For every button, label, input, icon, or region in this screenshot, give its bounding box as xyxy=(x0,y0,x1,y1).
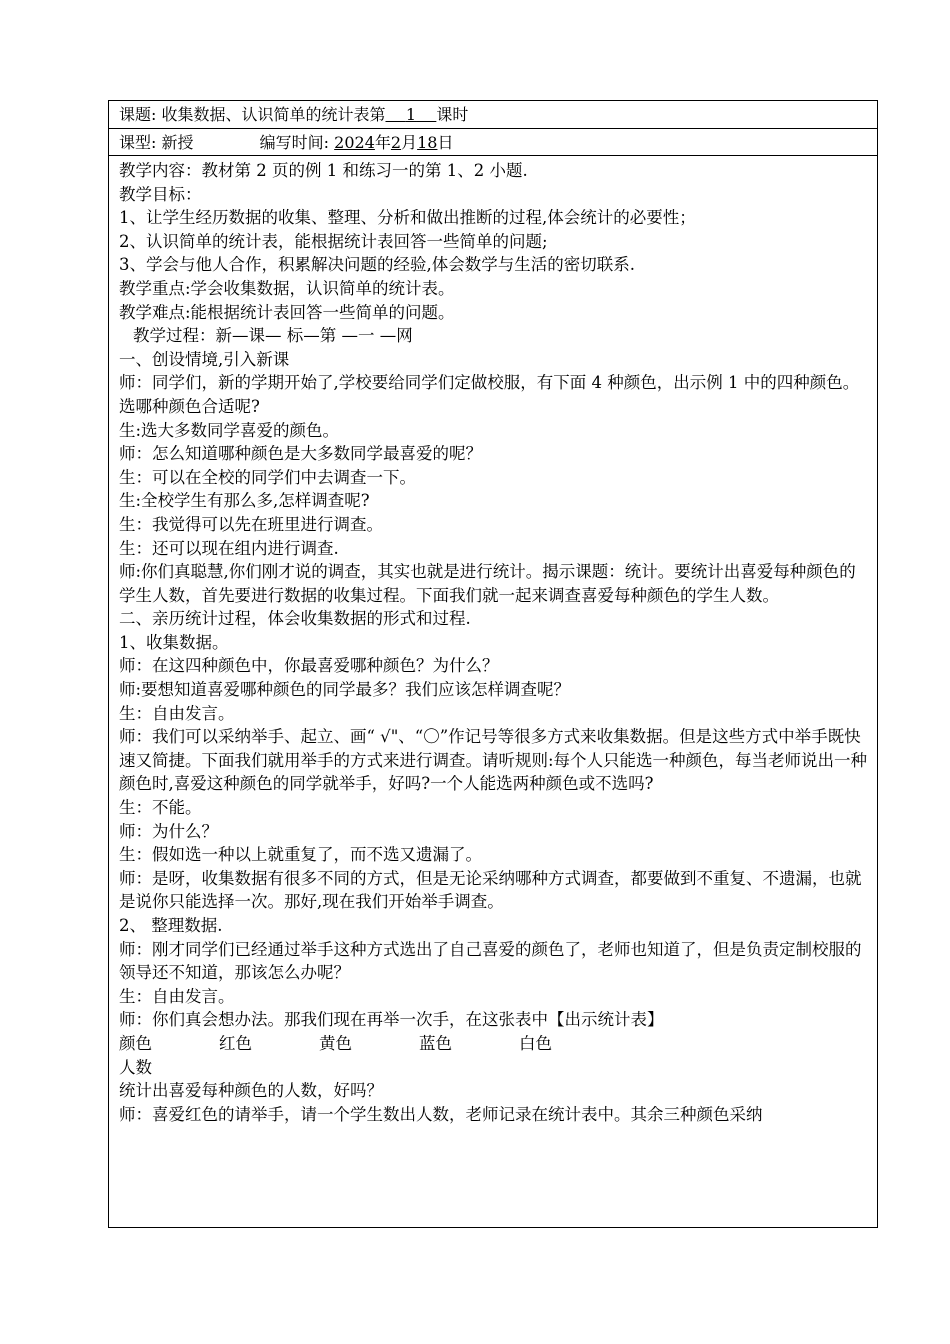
day-value: 18 xyxy=(417,133,438,152)
paragraph: 2、 整理数据. xyxy=(119,916,223,935)
paragraph: 1、收集数据。 xyxy=(119,632,229,652)
paragraph: 教学内容：教材第 2 页的例 1 和练习一的第 1、2 小题. xyxy=(119,161,528,180)
table-cell: 黄色 xyxy=(319,1033,352,1053)
time-label: 编写时间: xyxy=(259,133,330,152)
paragraph: 教学过程：新—课— 标—第 —一 —网 xyxy=(133,326,413,346)
topic-suffix: 课时 xyxy=(436,105,469,124)
year-unit: 年 xyxy=(374,133,391,152)
month-unit: 月 xyxy=(401,133,418,152)
topic-row xyxy=(109,101,877,129)
paragraph: 统计出喜爱每种颜色的人数，好吗？ xyxy=(119,1081,383,1101)
year-value: 2024 xyxy=(334,133,375,152)
paragraph: 生：还可以现在组内进行调查. xyxy=(119,538,339,558)
paragraph: 师：在这四种颜色中，你最喜爱哪种颜色？为什么？ xyxy=(119,656,499,676)
paragraph: 生：假如选一种以上就重复了，而不选又遗漏了。 xyxy=(119,845,482,865)
paragraph: 师：喜爱红色的请举手，请一个学生数出人数，老师记录在统计表中。其余三种颜色采纳 xyxy=(119,1104,763,1124)
paragraph: 生:全校学生有那么多,怎样调查呢? xyxy=(119,491,370,511)
topic-cell xyxy=(119,105,468,125)
paragraph: 生：不能。 xyxy=(119,798,202,818)
paragraph: 1、让学生经历数据的收集、整理、分析和做出推断的过程,体会统计的必要性； xyxy=(119,208,696,228)
type-label: 课型: 新授 xyxy=(119,133,194,152)
paragraph: 师：刚才同学们已经通过举手这种方式选出了自己喜爱的颜色了，老师也知道了，但是负责定制校服的领导还不知道，那该怎么办呢？ xyxy=(119,939,862,983)
paragraph: 生：我觉得可以先在班里进行调查。 xyxy=(119,514,383,534)
paragraph: 教学重点:学会收集数据，认识简单的统计表。 xyxy=(119,278,455,298)
lesson-body xyxy=(119,159,871,1126)
paragraph: 教学难点:能根据统计表回答一些简单的问题。 xyxy=(119,302,455,322)
table-cell: 颜色 xyxy=(119,1033,152,1053)
paragraph: 生：可以在全校的同学们中去调查一下。 xyxy=(119,467,416,487)
day-unit: 日 xyxy=(437,133,454,152)
paragraph: 师：为什么？ xyxy=(119,821,218,841)
paragraph: 生：自由发言。 xyxy=(119,986,235,1006)
paragraph: 师：是呀，收集数据有很多不同的方式，但是无论采纳哪种方式调查，都要做到不重复、不遗漏，也就是说你只能选择一次。那好,现在我们开始举手调查。 xyxy=(119,868,862,912)
paragraph: 生:选大多数同学喜爱的颜色。 xyxy=(119,420,340,440)
section-heading: 一、创设情境,引入新课 xyxy=(119,349,290,369)
paragraph: 师：我们可以采纳举手、起立、画“ √"、“〇”作记号等很多方式来收集数据。但是这些方式中举手既快速又简捷。下面我们就用举手的方式来进行调查。请听规则:每个人只能选一种颜色，每当老师说出一种颜色时,喜爱这种颜色的同学就举手，好吗?一个人能选两种颜色或不选吗? xyxy=(119,727,868,794)
paragraph: 教学目标： xyxy=(119,184,202,204)
table-cell: 白色 xyxy=(519,1033,552,1053)
paragraph: 师：同学们，新的学期开始了,学校要给同学们定做校服，有下面 4 种颜色，出示例 1 中的四种颜色。选哪种颜色合适呢? xyxy=(119,373,860,416)
topic-prefix: 课题: 收集数据、认识简单的统计表第 xyxy=(119,105,386,124)
paragraph: 3、学会与他人合作，积累解决问题的经验,体会数学与生活的密切联系. xyxy=(119,255,635,275)
paragraph: 师:要想知道喜爱哪种颜色的同学最多？我们应该怎样调查呢？ xyxy=(119,680,571,700)
lesson-plan-table xyxy=(108,100,878,1228)
paragraph: 师：你们真会想办法。那我们现在再举一次手，在这张表中【出示统计表】 xyxy=(119,1010,664,1030)
paragraph: 师:你们真聪慧,你们刚才说的调查，其实也就是进行统计。揭示课题：统计。要统计出喜爱每种颜色的学生人数，首先要进行数据的收集过程。下面我们就一起来调查喜爱每种颜色的学生人数。 xyxy=(119,562,856,605)
month-value: 2 xyxy=(390,133,402,152)
color-table-count-row: 人数 xyxy=(119,1057,152,1077)
section-heading: 二、亲历统计过程，体会收集数据的形式和过程. xyxy=(119,609,471,629)
topic-lesson-number: 1 xyxy=(405,105,417,124)
table-cell: 蓝色 xyxy=(419,1033,452,1053)
type-cell xyxy=(119,133,453,153)
paragraph: 生：自由发言。 xyxy=(119,703,235,723)
paragraph: 2、认识简单的统计表，能根据统计表回答一些简单的问题; xyxy=(119,231,548,251)
color-table-header-row xyxy=(119,1032,871,1056)
paragraph: 师：怎么知道哪种颜色是大多数同学最喜爱的呢？ xyxy=(119,444,482,464)
type-row xyxy=(109,129,877,156)
table-cell: 红色 xyxy=(219,1033,252,1053)
